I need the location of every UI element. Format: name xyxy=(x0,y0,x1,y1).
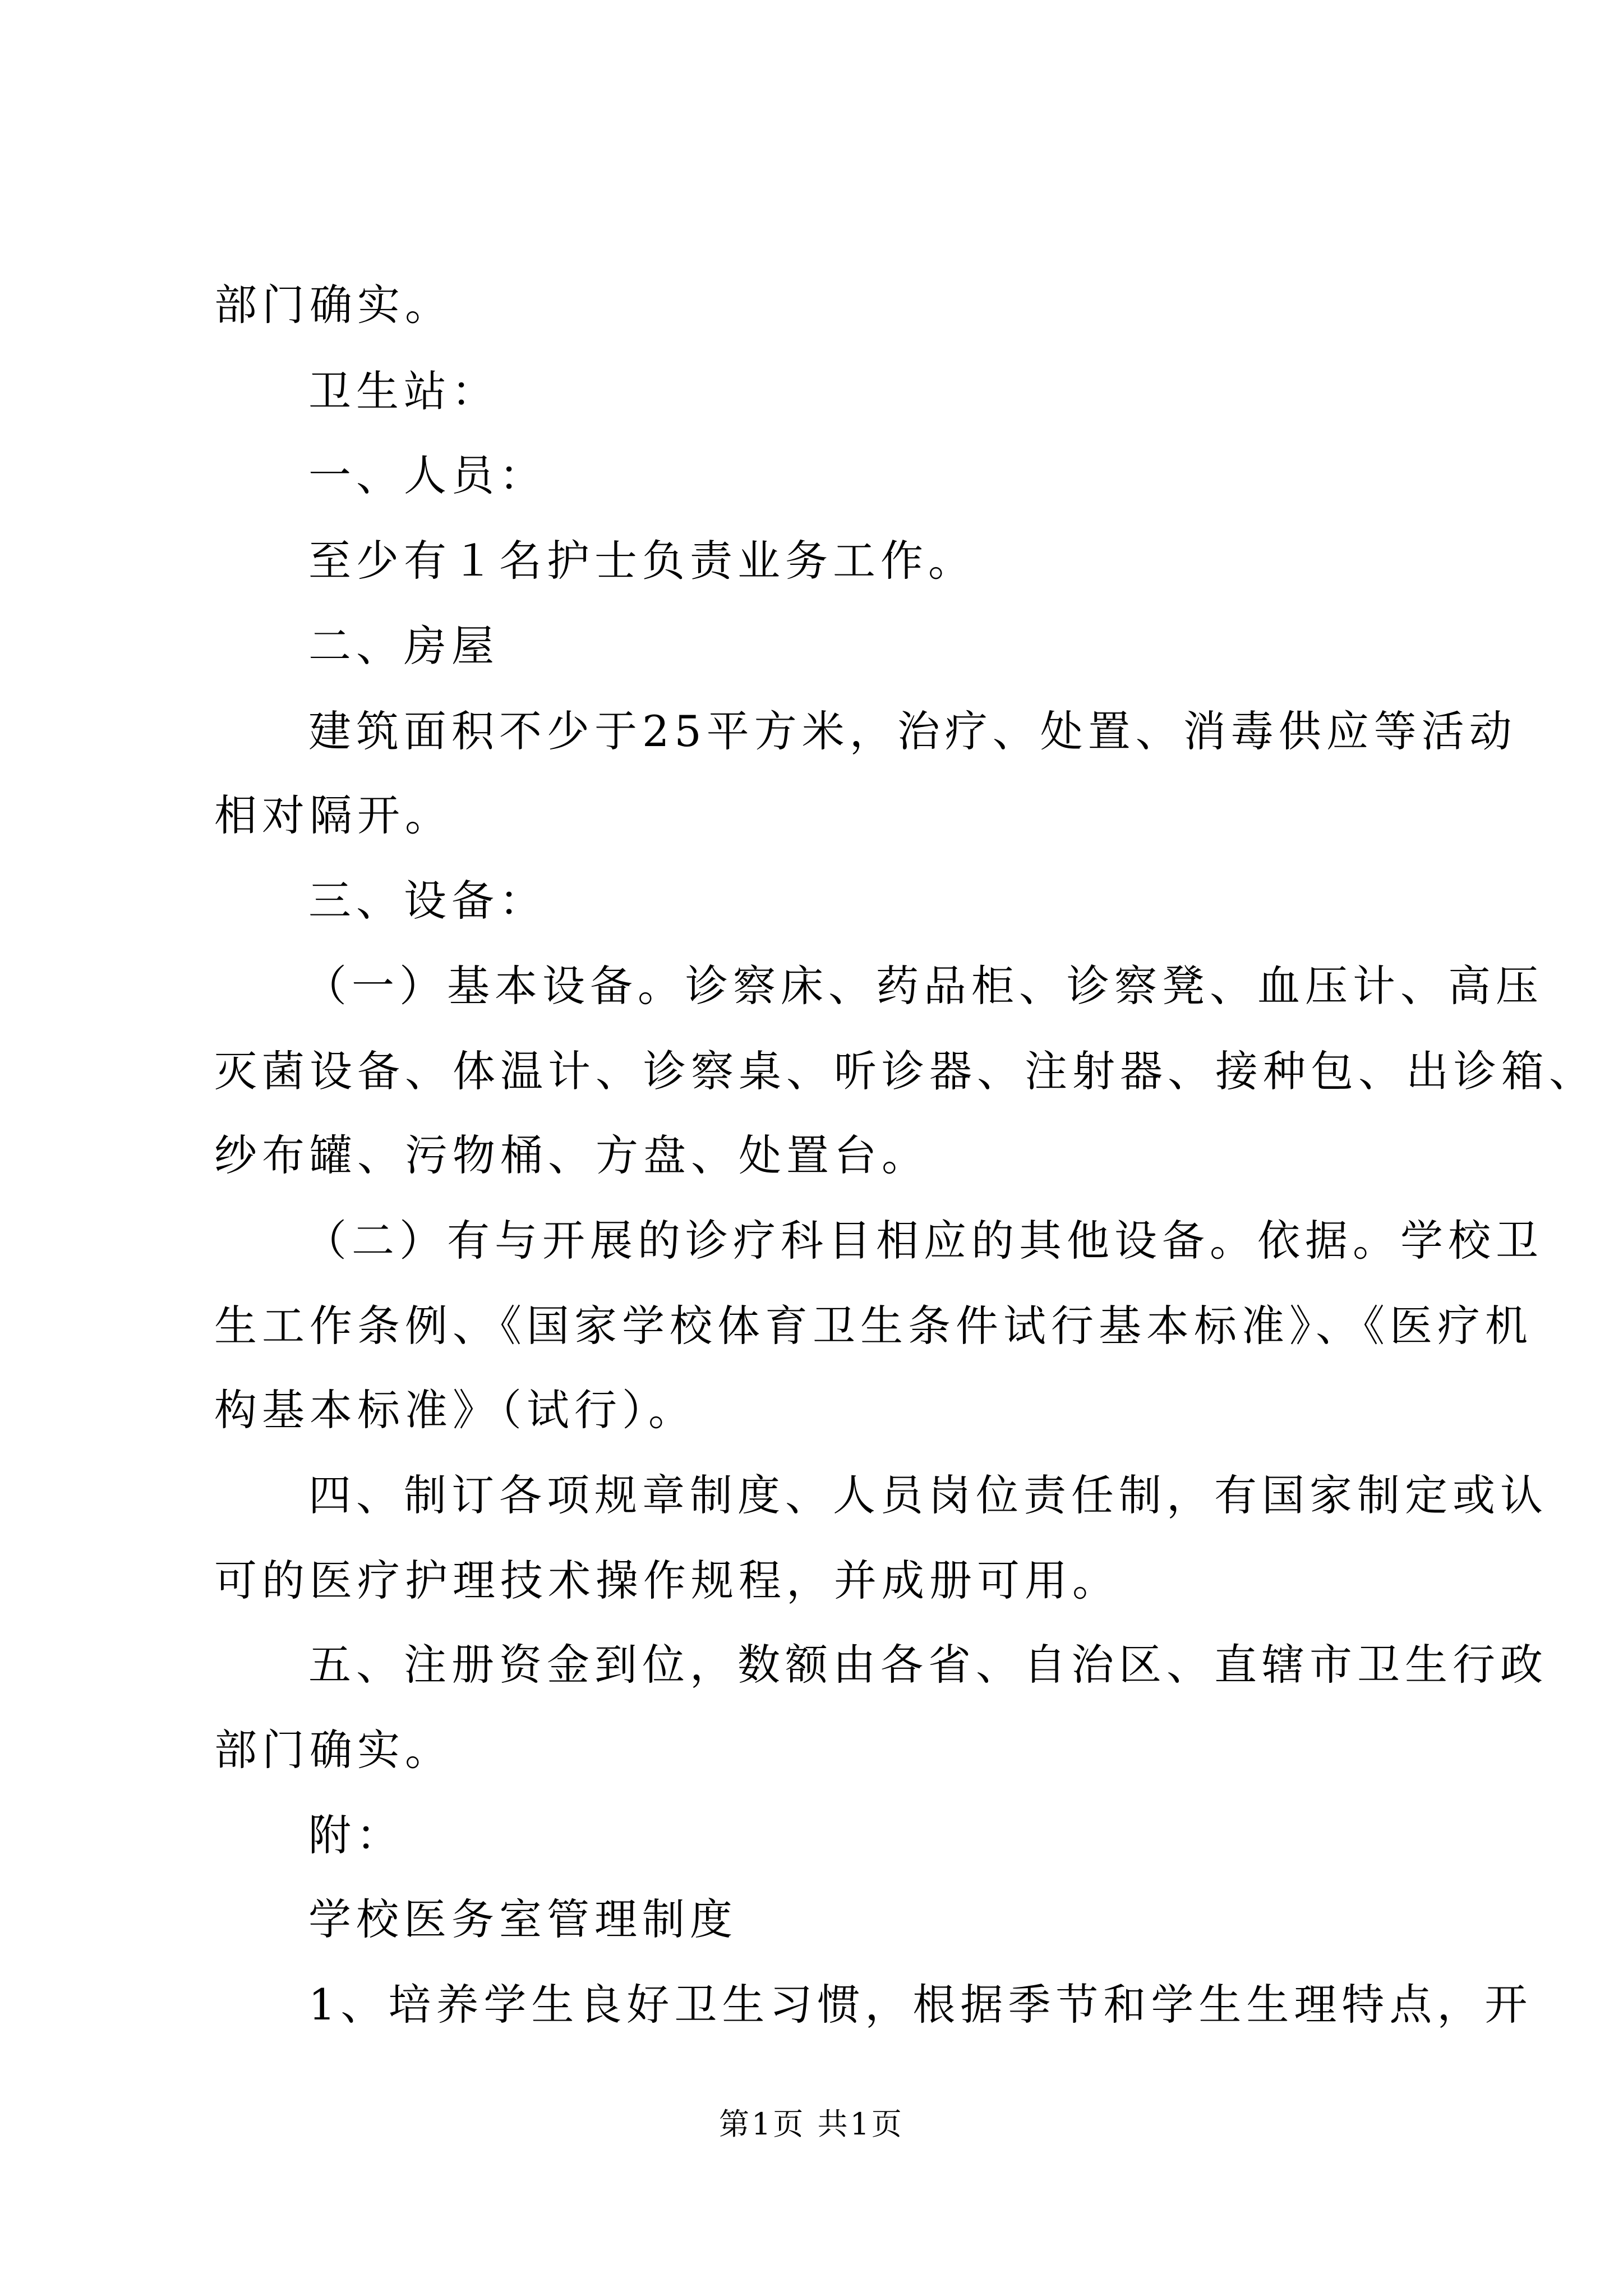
text-line: 部门确实。 xyxy=(214,1725,453,1775)
text-line: 部门确实。 xyxy=(214,280,453,330)
text-line: 附： xyxy=(308,1810,404,1860)
text-line: 至少有１名护士负责业务工作。 xyxy=(308,536,976,586)
text-line: 学校医务室管理制度 xyxy=(308,1894,737,1944)
text-line: 灭菌设备、体温计、诊察桌、听诊器、注射器、接种包、出诊箱、 xyxy=(214,1046,1597,1096)
text-line: 四、制订各项规章制度、人员岗位责任制，有国家制定或认 xyxy=(308,1470,1548,1520)
text-line: 构基本标准》（试行）。 xyxy=(214,1385,696,1435)
page-footer: 第1页 共1页 xyxy=(719,2106,904,2142)
text-line: 二、房屋 xyxy=(308,621,499,671)
text-line: 纱布罐、污物桶、方盘、处置台。 xyxy=(214,1130,929,1180)
text-line: （二）有与开展的诊疗科目相应的其他设备。依据。学校卫 xyxy=(304,1216,1543,1266)
text-line: 卫生站： xyxy=(308,366,499,416)
text-line: 相对隔开。 xyxy=(214,790,453,840)
text-line: 五、注册资金到位，数额由各省、自治区、直辖市卫生行政 xyxy=(308,1640,1548,1690)
text-line: 一、人员： xyxy=(308,450,547,500)
text-line: 三、设备： xyxy=(308,876,547,926)
text-line: 生工作条例、《国家学校体育卫生条件试行基本标准》、《医疗机 xyxy=(214,1301,1533,1351)
text-line: 建筑面积不少于25平方米，治疗、处置、消毒供应等活动 xyxy=(308,706,1517,756)
text-line: （一）基本设备。诊察床、药品柜、诊察凳、血压计、高压 xyxy=(304,961,1543,1011)
text-line: 可的医疗护理技术操作规程，并成册可用。 xyxy=(214,1556,1120,1605)
text-line: 1、培养学生良好卫生习惯，根据季节和学生生理特点，开 xyxy=(308,1980,1533,2030)
